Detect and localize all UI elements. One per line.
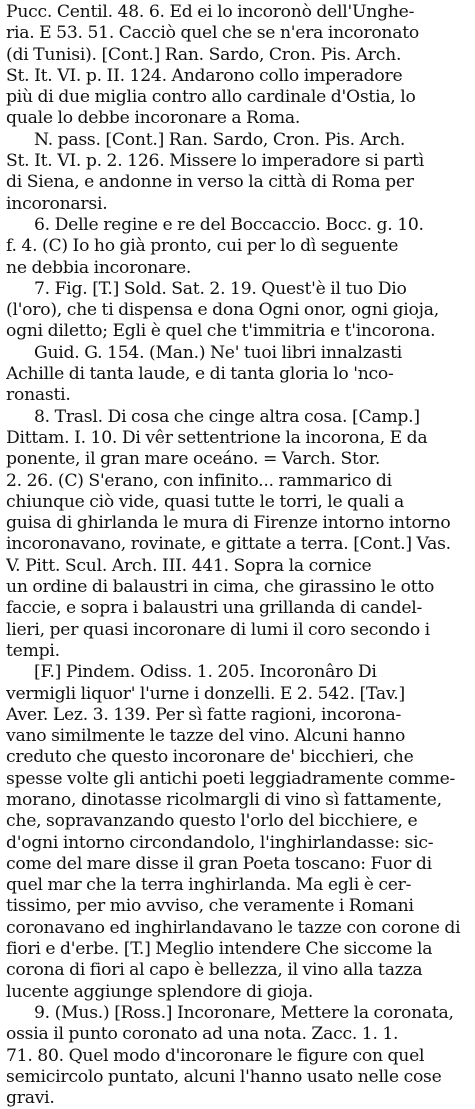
text-line: ria. E 53. 51. Cacciò quel che se n'era incoronato <box>6 23 420 44</box>
text-line: faccie, e sopra i balaustri una grillanda di candel- <box>6 598 423 619</box>
text-line: creduto che questo incoronare de' bicchieri, che <box>6 747 414 768</box>
text-line: 8. Trasl. Di cosa che cinge altra cosa. [Camp.] <box>34 406 420 427</box>
text-line: Pucc. Centil. 48. 6. Ed ei lo incoronò dell'Unghe- <box>6 2 415 22</box>
text-line: che, sopravanzando questo l'orlo del bicchiere, e <box>6 811 418 832</box>
text-line: guisa di ghirlanda le mura di Firenze intorno intorno <box>6 513 451 534</box>
text-line: incoronarsi. <box>6 193 108 214</box>
text-line: 71. 80. Quel modo d'incoronare le figure con quel <box>6 1045 425 1066</box>
text-line: ronasti. <box>6 385 71 406</box>
text-line: 9. (Mus.) [Ross.] Incoronare, Mettere la coronata, <box>34 1002 454 1023</box>
entry-guid <box>6 343 471 407</box>
text-line: 2. 26. (C) S'erano, con infinito... rammarico di <box>6 470 392 491</box>
text-line: quale lo debbe incoronare a Roma. <box>6 108 301 129</box>
text-line: 7. Fig. [T.] Sold. Sat. 2. 19. Quest'è il tuo Dio <box>34 278 407 299</box>
text-line: (di Tunisi). [Cont.] Ran. Sardo, Cron. Pis. Arch. <box>6 44 402 65</box>
text-line: ne debbia incoronare. <box>6 257 192 278</box>
text-line: Guid. G. 154. (Man.) Ne' tuoi libri innalzasti <box>34 342 403 363</box>
text-line: chiunque ciò vide, quasi tutte le torri, le quali a <box>6 491 404 512</box>
text-line: coronavano ed inghirlandavano le tazze con corone di <box>6 917 461 938</box>
text-line: spesse volte gli antichi poeti leggiadramente comme- <box>6 768 456 789</box>
text-line: come del mare disse il gran Poeta toscano: Fuor di <box>6 853 432 874</box>
text-line: incoronavano, rovinate, e gittate a terra. [Cont.] Vas. <box>6 534 451 555</box>
text-line: St. It. VI. p. 2. 126. Missere lo imperadore si partì <box>6 151 424 172</box>
text-line: Achille di tanta laude, e di tanta gloria lo 'nco- <box>6 364 394 385</box>
text-line: N. pass. [Cont.] Ran. Sardo, Cron. Pis. Arch. <box>34 129 406 150</box>
text-line: 6. Delle regine e re del Boccaccio. Bocc. g. 10. <box>34 214 424 235</box>
sense-7 <box>6 279 471 343</box>
text-line: (l'oro), che ti dispensa e dona Ogni onor, ogni gioja, <box>6 300 439 321</box>
text-line: quel mar che la terra inghirlanda. Ma egli è cer- <box>6 875 412 896</box>
entry-n-pass <box>6 130 471 215</box>
entry-pindem <box>6 662 471 1003</box>
sense-9 <box>6 1003 471 1109</box>
text-line: St. It. VI. p. II. 124. Andarono collo imperadore <box>6 65 403 86</box>
text-line: corona di fiori al capo è bellezza, il vino alla tazza <box>6 960 423 981</box>
text-line: vermigli liquor' l'urne i donzelli. E 2. 542. [Tav.] <box>6 683 405 704</box>
text-line: V. Pitt. Scul. Arch. III. 441. Sopra la cornice <box>6 555 372 576</box>
text-line: ossia il punto coronato ad una nota. Zacc. 1. 1. <box>6 1024 399 1045</box>
text-line: Dittam. I. 10. Di vêr settentrione la incorona, E da <box>6 427 428 448</box>
text-line: ogni diletto; Egli è quel che t'immitria e t'incorona. <box>6 321 436 342</box>
text-line: lucente aggiunge splendore di gioja. <box>6 981 314 1002</box>
text-line: tissimo, per mio avviso, che veramente i Romani <box>6 896 414 917</box>
text-line: Aver. Lez. 3. 139. Per sì fatte ragioni, incorona- <box>6 704 402 725</box>
text-line: più di due miglia contro allo cardinale d'Ostia, lo <box>6 87 416 108</box>
text-line: semicircolo puntato, alcuni l'hanno usato nelle cose <box>6 1066 442 1087</box>
text-line: d'ogni intorno circondandolo, l'inghirlandasse: sic- <box>6 832 434 853</box>
text-line: fiori e d'erbe. [T.] Meglio intendere Che siccome la <box>6 939 433 960</box>
text-line: tempi. <box>6 640 60 661</box>
sense-8 <box>6 407 471 663</box>
text-line: [F.] Pindem. Odiss. 1. 205. Incoronâro Di <box>34 662 377 683</box>
sense-6 <box>6 215 471 279</box>
text-line: lieri, per quasi incoronare di lumi il coro secondo i <box>6 619 430 640</box>
text-line: ponente, il gran mare oceáno. = Varch. Stor. <box>6 449 381 470</box>
text-line: di Siena, e andonne in verso la città di Roma per <box>6 172 414 193</box>
text-line: morano, dinotasse ricolmargli di vino sì fattamente, <box>6 789 442 810</box>
text-line: vano similmente le tazze del vino. Alcuni hanno <box>6 726 406 747</box>
text-line: gravi. <box>6 1088 55 1109</box>
text-line: un ordine di balaustri in cima, che girassino le otto <box>6 577 435 598</box>
text-line: f. 4. (C) Io ho già pronto, cui per lo dì seguente <box>6 236 399 257</box>
entry-continuation <box>6 2 471 130</box>
